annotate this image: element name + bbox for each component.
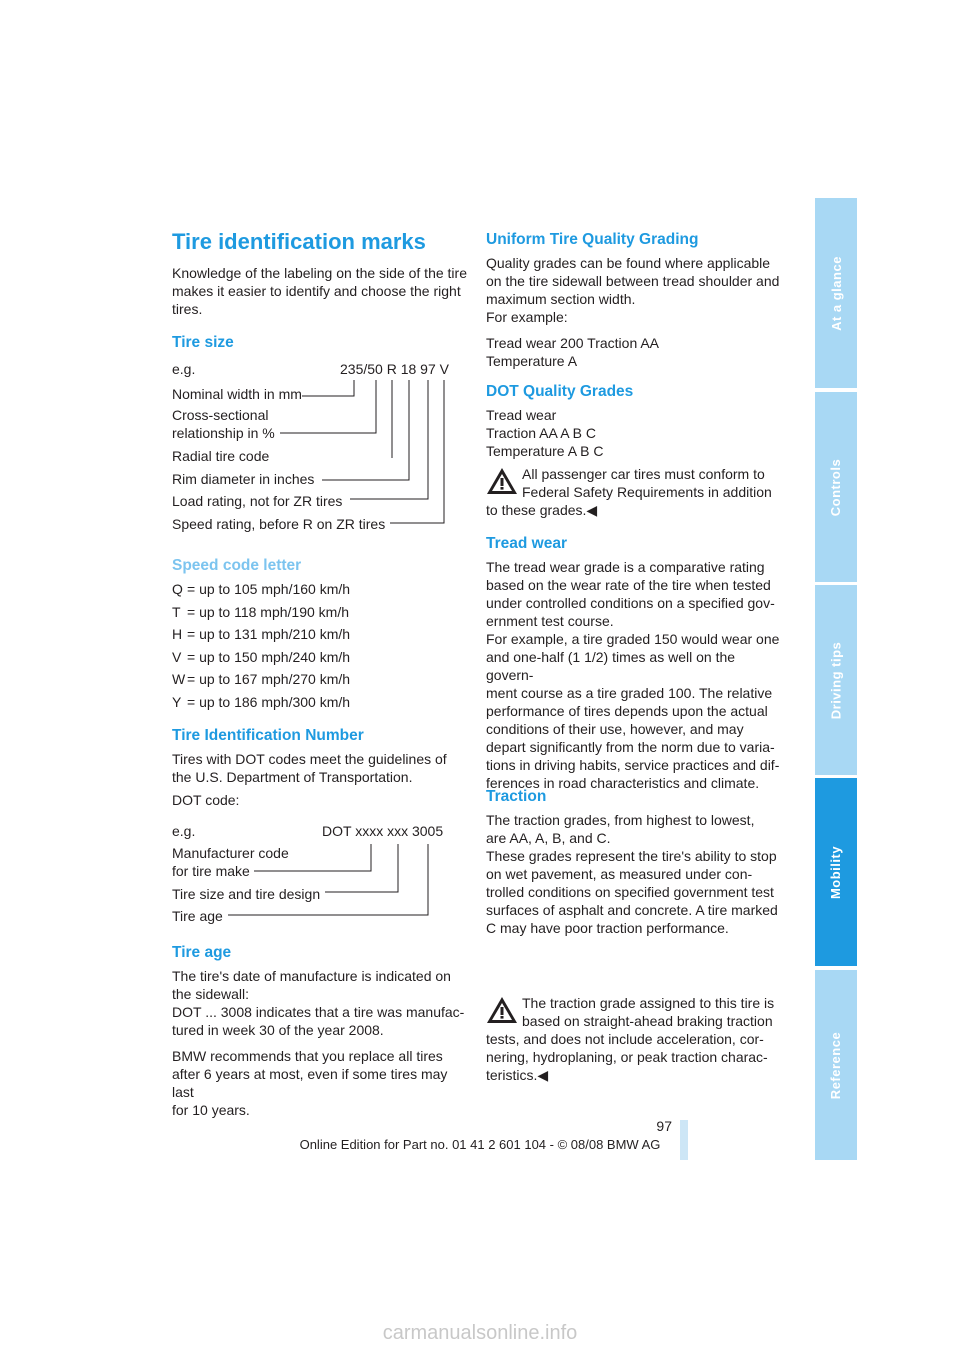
text-line: All passenger car tires must conform to xyxy=(522,466,765,482)
text-line: on the tire sidewall between tread shoulder and xyxy=(486,273,780,289)
text-line: The tread wear grade is a comparative rating xyxy=(486,559,765,575)
text-line: teristics.◀ xyxy=(486,1067,549,1083)
tab-driving-tips[interactable] xyxy=(815,585,857,775)
tab-controls[interactable] xyxy=(815,392,857,582)
heading-tire-size: Tire size xyxy=(172,334,234,351)
dot-leader-lines xyxy=(0,0,480,930)
tire-age-paragraph xyxy=(172,967,472,1119)
text-line: ernment test course. xyxy=(486,613,614,629)
heading-utqg: Uniform Tire Quality Grading xyxy=(486,231,699,248)
text-line: The tire's date of manufacture is indicated on xyxy=(172,968,451,984)
text-line: are AA, A, B, and C. xyxy=(486,830,611,846)
speed-text: = up to 167 mph/270 km/h xyxy=(187,671,351,687)
text-line: for 10 years. xyxy=(172,1102,250,1118)
speed-letter: V xyxy=(172,648,182,665)
speed-letter: T xyxy=(172,603,181,620)
warning-dot-grades xyxy=(486,465,786,519)
speed-letter: Y xyxy=(172,693,182,710)
tab-label: Reference xyxy=(828,1031,844,1099)
text-line: The traction grades, from highest to lowest, xyxy=(486,812,755,828)
speed-letter: W xyxy=(172,671,186,687)
dot-eg: e.g. xyxy=(172,823,196,839)
text-line: maximum section width. xyxy=(486,291,636,307)
text-line: performance of tires depends upon the actual xyxy=(486,703,768,719)
heading-traction: Traction xyxy=(486,788,547,805)
text-line: Knowledge of the labeling on the side of the tire xyxy=(172,265,467,281)
speed-text: = up to 131 mph/210 km/h xyxy=(187,626,351,642)
speed-letter: H xyxy=(172,626,183,642)
text-line: after 6 years at most, even if some tires may last xyxy=(172,1066,448,1100)
text-line: Federal Safety Requirements in addition xyxy=(522,484,772,500)
text-line: conditions of their use, however, and may xyxy=(486,721,744,737)
tab-label: Mobility xyxy=(828,845,844,899)
label-speed-rating: Speed rating, before R on ZR tires xyxy=(172,516,386,532)
tire-size-code: 235/50 R 18 97 V xyxy=(340,361,449,377)
heading-tin: Tire Identification Number xyxy=(172,727,364,744)
heading-tread-wear: Tread wear xyxy=(486,535,567,552)
label-relationship: relationship in % xyxy=(172,425,275,441)
text-line: For example: xyxy=(486,309,568,325)
speed-text: = up to 118 mph/190 km/h xyxy=(187,603,350,620)
text-line: ferences in road characteristics and climate. xyxy=(486,775,760,791)
text-line: depart significantly from the norm due to varia- xyxy=(486,739,775,755)
text-line: under controlled conditions on a specified gov- xyxy=(486,595,775,611)
tread-wear-paragraph xyxy=(486,558,786,792)
text-line: For example, a tire graded 150 would wear one xyxy=(486,631,780,647)
label-load-rating: Load rating, not for ZR tires xyxy=(172,493,343,509)
text-line: These grades represent the tire's ability to stop xyxy=(486,848,777,864)
heading-dot-grades: DOT Quality Grades xyxy=(486,383,634,400)
text-line: nering, hydroplaning, or peak traction charac- xyxy=(486,1049,768,1065)
text-line: Temperature A B C xyxy=(486,443,604,459)
label-cross-sectional: Cross-sectional xyxy=(172,407,269,423)
text-line: Tread wear xyxy=(486,407,557,423)
text-line: Quality grades can be found where applicable xyxy=(486,255,771,271)
text-line: surfaces of asphalt and concrete. A tire marked xyxy=(486,902,778,918)
label-rim-diameter: Rim diameter in inches xyxy=(172,471,315,487)
tab-reference[interactable] xyxy=(815,970,857,1160)
utqg-paragraph xyxy=(486,254,786,370)
label-radial: Radial tire code xyxy=(172,448,270,464)
tab-label: Driving tips xyxy=(828,641,844,719)
speed-letter: Q xyxy=(172,581,183,597)
warning-icon xyxy=(486,996,518,1024)
warning-traction xyxy=(486,994,786,1084)
text-line: on wet pavement, as measured under con- xyxy=(486,866,753,882)
tab-at-a-glance[interactable] xyxy=(815,198,857,388)
speed-text: = up to 105 mph/160 km/h xyxy=(187,581,351,597)
leader-line xyxy=(325,844,398,892)
label-manufacturer-code: Manufacturer code xyxy=(172,845,289,861)
traction-paragraph xyxy=(486,811,786,937)
text-line: C may have poor traction performance. xyxy=(486,920,729,936)
dot-code-example: DOT xxxx xxx 3005 xyxy=(322,823,444,839)
text-line: DOT ... 3008 indicates that a tire was manufac- xyxy=(172,1004,465,1020)
text-line: Traction AA A B C xyxy=(486,425,596,441)
dot-code-label: DOT code: xyxy=(172,792,240,808)
text-line: based on the wear rate of the tire when tested xyxy=(486,577,771,593)
label-tire-size-design: Tire size and tire design xyxy=(172,886,321,902)
text-line: the U.S. Department of Transportation. xyxy=(172,769,413,785)
tab-label: At a glance xyxy=(828,255,844,331)
label-for-tire-make: for tire make xyxy=(172,863,250,879)
tab-label: Controls xyxy=(828,458,844,516)
label-tire-age: Tire age xyxy=(172,908,223,924)
page-number: 97 xyxy=(656,1118,672,1134)
leader-line xyxy=(254,844,371,871)
text-line: tests, and does not include acceleration, cor- xyxy=(486,1031,764,1047)
warning-icon xyxy=(486,467,518,495)
watermark: carmanualsonline.info xyxy=(382,1322,578,1344)
text-line: BMW recommends that you replace all tires xyxy=(172,1048,443,1064)
text-line: tions in driving habits, service practices and dif- xyxy=(486,757,780,773)
text-line: and one-half (1 1/2) times as well on the govern- xyxy=(486,649,736,683)
text-line: trolled conditions on specified government test xyxy=(486,884,774,900)
heading-tire-age: Tire age xyxy=(172,944,232,961)
text-line: based on straight-ahead braking traction xyxy=(522,1013,773,1029)
footer-edition: Online Edition for Part no. 01 41 2 601 104 - © 08/08 BMW AG xyxy=(299,1137,661,1152)
speed-text: = up to 150 mph/240 km/h xyxy=(187,648,351,665)
label-nominal-width: Nominal width in mm xyxy=(172,386,302,402)
text-line: ment course as a tire graded 100. The relative xyxy=(486,685,773,701)
text-line: The traction grade assigned to this tire is xyxy=(522,995,775,1011)
text-line: Temperature A xyxy=(486,353,578,369)
speed-text: = up to 186 mph/300 km/h xyxy=(187,693,351,710)
text-line: Tread wear 200 Traction AA xyxy=(486,335,660,351)
heading-speed-code: Speed code letter xyxy=(172,557,302,574)
text-line: the sidewall: xyxy=(172,986,250,1002)
text-line: to these grades.◀ xyxy=(486,502,598,518)
text-line: Tires with DOT codes meet the guidelines of xyxy=(172,751,447,767)
dot-grades-lines xyxy=(486,406,786,460)
tab-mobility[interactable] xyxy=(815,778,857,966)
text-line: tured in week 30 of the year 2008. xyxy=(172,1022,384,1038)
page-title: Tire identification marks xyxy=(172,229,426,254)
tire-size-eg: e.g. xyxy=(172,361,196,377)
text-line: tires. xyxy=(172,301,203,317)
text-line: makes it easier to identify and choose the right xyxy=(172,283,461,299)
